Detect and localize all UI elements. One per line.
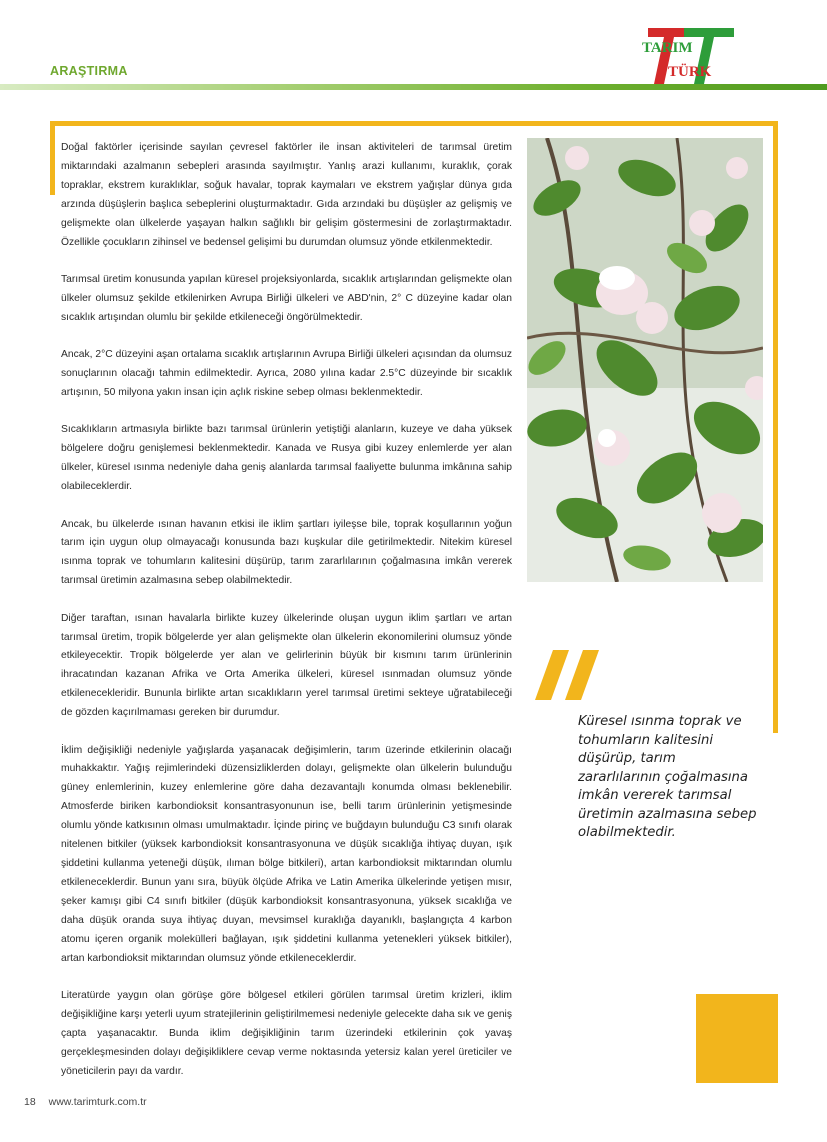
website-link[interactable]: www.tarimturk.com.tr	[48, 1096, 147, 1108]
article-body	[61, 139, 512, 1100]
quince-blossom-photo	[527, 138, 763, 582]
page-number: 18	[24, 1096, 36, 1108]
paragraph: Diğer taraftan, ısınan havalarla birlikte kuzey ülkelerinde oluşan uygun iklim şartları ve artan tarımsal üretim, tropik bölgelerde yer alan gelişmekte olan ülkelerin ekonomilerini olumsuz yönde etkileyecektir. Tropik bölgelerde yer alan ve gelirlerinin büyük bir kısmını tarım ürünlerinin ihracatından kazanan Afrika ve Orta Amerika ülkeleri, küresel ısınmadan olumsuz yönde etkilenecekleridir. Bununla birlikte artan sıcaklıkların yerel tarımsal üretimi sekteye uğratabileceği de gözden kaçırılmaması gereken bir durumdur.	[61, 612, 512, 719]
logo-top-text: TARIM	[642, 40, 693, 56]
frame-right-bar	[773, 121, 778, 733]
paragraph: Ancak, bu ülkelerde ısınan havanın etkisi ile iklim şartları iyileşse bile, toprak koşullarının yoğun tarım için uygun olup olmayacağı konusunda bazı kuşkular dile getirilmektedir. Nitekim küresel ısınma toprak ve tohumların kalitesini düşürüp, tarım zararlılarının çoğalmasına imkân vererek tarımsal üretimin azalmasına sebep olabilmektedir.	[61, 518, 512, 587]
paragraph: Ancak, 2°C düzeyini aşan ortalama sıcaklık artışlarının Avrupa Birliği ülkeleri açısından da olumsuz sonuçlarının olacağı tahmin edilmektedir. Ayrıca, 2080 yılına kadar 2.5°C düzeyinde bir sıcaklık artışının, 50 milyona yakın insan için açlık riskine sebep olması beklenmektedir.	[61, 349, 512, 398]
paragraph: Sıcaklıkların artmasıyla birlikte bazı tarımsal ürünlerin yetiştiği alanların, kuzeye ve daha yüksek bölgelere doğru genişlemesi beklenmektedir. Kanada ve Rusya gibi kuzey enlemlerde yer alan ülkeler, küresel ısınma nedeniyle daha geniş alanlarda tarımsal faaliyette bulunma imkânına sahip olabileceklerdir.	[61, 424, 512, 493]
frame-left-bar	[50, 121, 55, 195]
logo-bottom-text: TÜRK	[668, 64, 712, 80]
tarimturk-logo[interactable]	[634, 22, 738, 88]
paragraph: Literatürde yaygın olan görüşe göre bölgesel etkileri görülen tarımsal üretim krizleri, iklim değişikliğine karşı yeterli uyum stratejilerinin geliştirilmemesi nedeniyle gelecekte daha sık ve geniş çapta yaşanacaktır. Bunda iklim değişikliğinin tarım üzerindeki etkilerinin çok yavaş gerçekleşmesinden dolayı değişikliklere cevap verme noktasında yetersiz kalan yerel üreticiler ve yöneticilerin payı da vardır.	[61, 989, 512, 1077]
quote-mark-icon	[535, 650, 601, 700]
section-label: ARAŞTIRMA	[50, 64, 128, 78]
paragraph: Doğal faktörler içerisinde sayılan çevresel faktörler ile insan aktiviteleri de tarımsal üretim miktarındaki azalmanın sebepleri arasında sayılmıştır. Yanlış arazi kullanımı, kuraklık, çorak topraklar, ekstrem kuraklıklar, soğuk havalar, toprak kaymaları ve ekstrem yağışlar dünya gıda arzında düşüşlerin başlıca sebeplerini oluşturmaktadır. Gıda arzındaki bu düşüşler az gelişmiş ve gelişmekte olan ülkelerde yaşayan halkın sağlıklı bir gelişim göstermesini de zorlaştırmaktadır. Özellikle çocukların zihinsel ve bedensel gelişimi bu durumdan olumsuz yönde etkilenmektedir.	[61, 142, 512, 248]
header-rule	[0, 84, 827, 90]
frame-top-bar	[50, 121, 778, 126]
paragraph: İklim değişikliği nedeniyle yağışlarda yaşanacak değişimlerin, tarım üzerinde etkilerinin olacağı muhakkaktır. Yağış rejimlerindeki düzensizliklerden dolayı, gelişmekte olan ülkelerin bulunduğu güney enlemlerinin, kuzey enlemlerine göre daha dezavantajlı konumda olması beklenebilir. Atmosferde biriken karbondioksit konsantrasyonunun ise, belli tarım ürünlerinin yetişmesinde olumlu yönde katkısının olması umulmaktadır. İçinde pirinç ve buğdayın bulunduğu C3 sınıfı olarak nitelenen bitkiler (yüksek karbondioksit konsantrasyonuna ve düşük sıcaklığa ihtiyaç duyan, ışık şiddetini kullanma yeteneği düşük, ılıman bölge bitkileri), artan karbondioksit miktarından olumlu etkileneceklerdir. Bunun yanı sıra, büyük ölçüde Afrika ve Latin Amerika ülkelerinde yetişen mısır, şeker kamışı gibi C4 sınıfı bitkiler (düşük karbondioksit konsantrasyonuna, yüksek sıcaklığa ve daha düşük oranda suya ihtiyaç duyan, mevsimsel kuraklığa dayanıklı, başlangıçta 4 karbon atomu içeren organik molekülleri bağlayan, ışık şiddetini kullanma yetenekleri yüksek bitkiler), artan karbondioksit miktarından olumsuz yönde etkileneceklerdir.	[61, 744, 512, 964]
corner-accent-square	[696, 994, 778, 1083]
page-footer	[24, 1096, 147, 1108]
pull-quote: Küresel ısınma toprak ve tohumların kalitesini düşürüp, tarım zararlılarının çoğalmasına imkân vererek tarımsal üretimin azalmasına sebep olabilmektedir.	[578, 714, 757, 840]
paragraph: Tarımsal üretim konusunda yapılan küresel projeksiyonlarda, sıcaklık artışlarından gelişmekte olan ülkeler olumsuz şekilde etkilenirken Avrupa Birliği ülkeleri ve ABD'nin, 2° C düzeyine kadar olan sıcaklık artışından olumlu bir şekilde etkileneceği öngörülmektedir.	[61, 273, 512, 323]
